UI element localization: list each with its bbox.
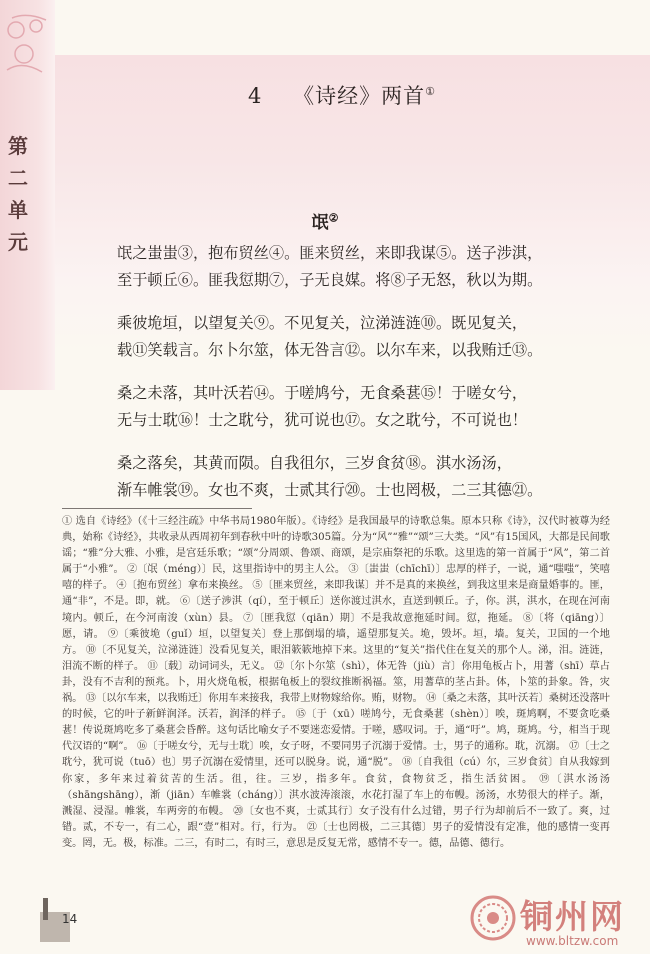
page-number: 14 <box>62 912 78 926</box>
footnote-divider <box>62 508 252 509</box>
poem-stanza <box>117 450 557 504</box>
poem-title <box>0 208 650 233</box>
footnotes <box>62 514 610 852</box>
lesson-title-text: 《诗经》两首 <box>293 84 426 108</box>
poem-stanza <box>117 380 557 434</box>
poem-title-text: 氓 <box>311 213 329 233</box>
floral-ornament-icon <box>2 10 52 80</box>
watermark-url: www.bltzw.com <box>526 934 619 948</box>
lesson-title-note: ① <box>425 85 436 98</box>
poem-line: 至于顿丘⑥。匪我愆期⑦，子无良媒。将⑧子无怒，秋以为期。 <box>117 271 543 289</box>
poem-line: 氓之蚩蚩③，抱布贸丝④。匪来贸丝，来即我谋⑤。送子涉淇， <box>117 244 543 262</box>
poem-line: 桑之落矣，其黄而陨。自我徂尔，三岁食贫⑱。淇水汤汤， <box>117 454 512 472</box>
poem-line: 桑之未落，其叶沃若⑭。于嗟鸠兮，无食桑葚⑮！于嗟女兮， <box>117 384 528 402</box>
unit-label-char: 二 <box>8 166 28 190</box>
unit-label-char: 元 <box>8 230 28 254</box>
poem-line: 乘彼垝垣，以望复关⑨。不见复关，泣涕涟涟⑩。既见复关， <box>117 314 528 332</box>
poem-title-note: ② <box>328 211 339 225</box>
poem-body <box>117 240 557 520</box>
unit-label-char: 第 <box>8 134 28 158</box>
poem-line: 无与士耽⑯！士之耽兮，犹可说也⑰。女之耽兮，不可说也！ <box>117 411 528 429</box>
watermark-logo: 铜州网 <box>520 897 625 936</box>
footnote-text: ① 选自《诗经》（《十三经注疏》中华书局1980年版）。《诗经》是我国最早的诗歌总集。原本只称《诗》，汉代时被尊为经典，始称《诗经》，共收录从西周初年到春秋中叶的诗歌305篇。分为“风”“雅”“颂”三大类。“风”有15国风，大都是民间歌谣；“雅”分大雅、小雅，是宫廷乐歌；“颂”分周颂、鲁颂、商颂，是宗庙祭祀的乐歌。这里选的第一首属于“风”，第二首属于“小雅”。 ②〔氓（méng）〕民，这里指诗中的男主人公。 ③〔蚩蚩（chīchī）〕忠厚的样子，一说，通“嗤嗤”，笑嘻嘻的样子。 ④〔抱布贸丝〕拿布来换丝。 ⑤〔匪来贸丝，来即我谋〕并不是真的来换丝，到我这里来是商量婚事的。匪，通“非”，不是。即，就。 ⑥〔送子涉淇（qí），至于顿丘〕送你渡过淇水，直送到顿丘。子，你。淇，淇水，在现在河南境内。顿丘，在今河南浚（xùn）县。 ⑦〔匪我愆（qiān）期〕不是我故意拖延时间。愆，拖延。 ⑧〔将（qiāng）〕愿，请。 ⑨〔乘彼垝（guǐ）垣，以望复关〕登上那倒塌的墙，遥望那复关。垝，毁坏。垣，墙。复关，卫国的一个地方。 ⑩〔不见复关，泣涕涟涟〕没看见复关，眼泪簌簌地掉下来。这里的“复关”指代住在复关的那个人。涕，泪。涟涟，泪流不断的样子。 ⑪〔载〕动词词头，无义。 ⑫〔尔卜尔筮（shì），体无咎（jiù）言〕你用龟板占卜，用蓍（shī）草占卦，没有不吉利的预兆。卜，用火烧龟板，根据龟板上的裂纹推断祸福。筮，用蓍草的茎占卦。体，卜筮的卦象。咎，灾祸。 ⑬〔以尔车来，以我贿迁〕你用车来接我，我带上财物嫁给你。贿，财物。 ⑭〔桑之未落，其叶沃若〕桑树还没落叶的时候，它的叶子新鲜润泽。沃若，润泽的样子。 ⑮〔于（xū）嗟鸠兮，无食桑葚（shèn）〕唉，斑鸠啊，不要贪吃桑葚！传说斑鸠吃多了桑葚会昏醉。这句话比喻女子不要迷恋爱情。于嗟，感叹词。于，通“吁”。鸠，斑鸠。兮，相当于现代汉语的“啊”。 ⑯〔于嗟女兮，无与士耽〕唉，女子呀，不要同男子沉溺于爱情。士，男子的通称。耽，沉溺。 ⑰〔士之耽兮，犹可说（tuō）也〕男子沉溺在爱情里，还可以脱身。说，通“脱”。 ⑱〔自我徂（cú）尔，三岁食贫〕自从我嫁到你家，多年来过着贫苦的生活。徂，往。三岁，指多年。食贫，食物贫乏，指生活贫困。 ⑲〔淇水汤汤（shāngshāng），渐（jiān）车帷裳（cháng）〕淇水波涛滚滚，水花打湿了车上的布幔。汤汤，水势很大的样子。渐，溅湿、浸湿。帷裳，车两旁的布幔。 ⑳〔女也不爽，士贰其行〕女子没有什么过错，男子行为却前后不一致了。爽，过错。贰，不专一，有二心，跟“壹”相对。行，行为。 ㉑〔士也罔极，二三其德〕男子的爱情没有定准，他的感情一变再变。罔，无。极，标准。二三，有时二，有时三，意思是反复无常，感情不专一。德，品德、德行。 <box>62 516 610 849</box>
poem-line: 渐车帷裳⑲。女也不爽，士贰其行⑳。士也罔极，二三其德㉑。 <box>117 481 543 499</box>
lesson-title <box>248 80 436 110</box>
lesson-number: 4 <box>248 84 263 108</box>
unit-label <box>8 130 32 258</box>
poem-stanza <box>117 240 557 294</box>
poem-stanza <box>117 310 557 364</box>
watermark-seal-icon <box>470 895 516 941</box>
left-decorative-strip <box>0 0 55 390</box>
poem-line: 载⑪笑载言。尔卜尔筮，体无咎言⑫。以尔车来，以我贿迁⑬。 <box>117 341 543 359</box>
unit-label-char: 单 <box>8 198 28 222</box>
